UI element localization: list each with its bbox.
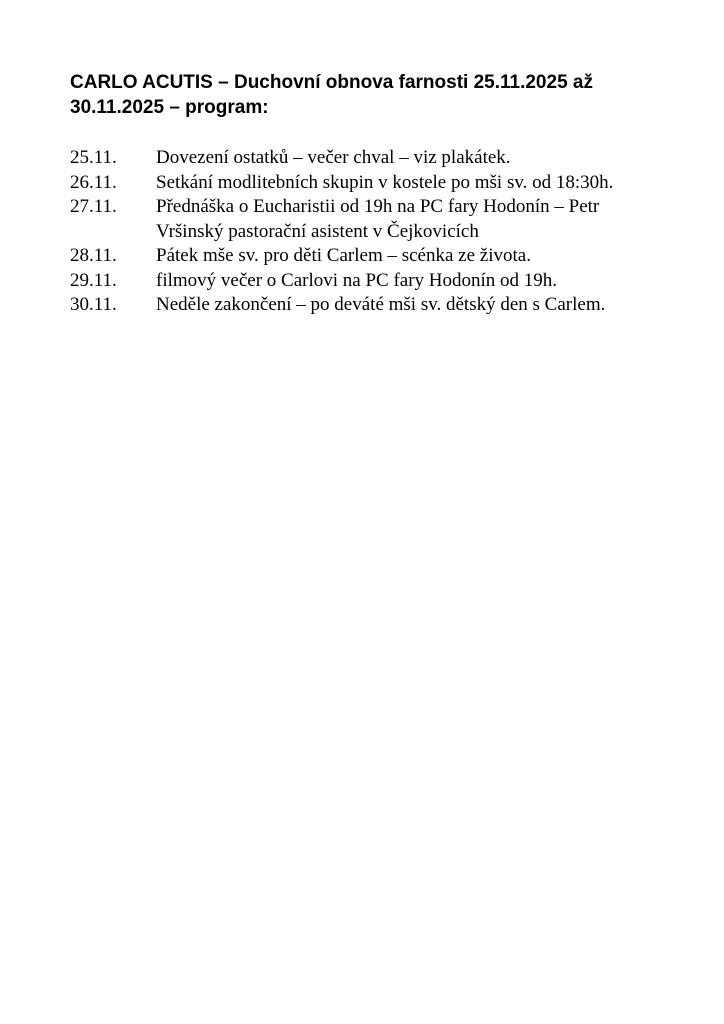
program-entry-text: Pátek mše sv. pro děti Carlem – scénka ze života. (156, 245, 531, 266)
program-entry-text: Neděle zakončení – po deváté mši sv. dětský den s Carlem. (156, 294, 606, 315)
program-entry (70, 146, 670, 171)
program-entry (70, 244, 670, 269)
program-entry (70, 293, 670, 318)
program-entry-text: Setkání modlitebních skupin v kostele po mši sv. od 18:30h. (156, 171, 614, 193)
program-entry-text: Přednáška o Eucharistii od 19h na PC fary Hodonín – Petr Vršinský pastorační asistent v Čejkovicích (156, 196, 600, 242)
program-entry-date: 30.11. (70, 294, 117, 315)
program-entry-text: filmový večer o Carlovi na PC fary Hodonín od 19h. (156, 269, 558, 291)
program-entry-date: 27.11. (70, 196, 117, 217)
program-list (70, 146, 670, 318)
program-entry (70, 195, 670, 244)
program-entry-date: 26.11. (70, 171, 117, 193)
program-entry-date: 28.11. (70, 245, 117, 266)
program-entry-date: 29.11. (70, 269, 117, 291)
program-entry-text: Dovezení ostatků – večer chval – viz plakátek. (156, 147, 511, 168)
program-entry (70, 269, 670, 294)
program-entry (70, 171, 670, 196)
program-entry-date: 25.11. (70, 147, 117, 168)
document-title: CARLO ACUTIS – Duchovní obnova farnosti 25.11.2025 až 30.11.2025 – program: (70, 72, 593, 118)
